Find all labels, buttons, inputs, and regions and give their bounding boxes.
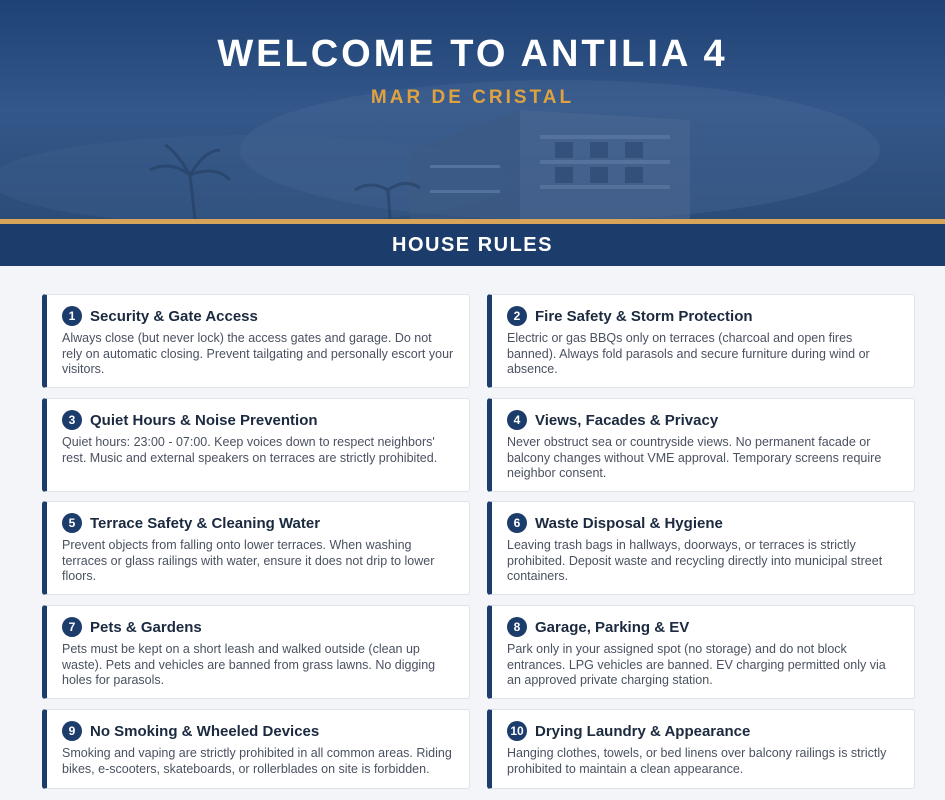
- rule-description: Prevent objects from falling onto lower terraces. When washing terraces or glass railings with water, ensure it does not drip to lower floors.: [62, 538, 435, 583]
- rule-card-views-facades: [487, 398, 915, 492]
- rule-card-terrace-safety: [42, 501, 470, 595]
- rule-description: Pets must be kept on a short leash and walked outside (clean up waste). Pets and vehicles are banned from grass lawns. No digging holes for parasols.: [62, 642, 436, 687]
- rule-description: Leaving trash bags in hallways, doorways, or terraces is strictly prohibited. Deposit waste and recycling directly into municipal street containers.: [507, 538, 883, 583]
- rule-number-badge: 9: [62, 721, 82, 741]
- rule-title: Terrace Safety & Cleaning Water: [90, 514, 321, 532]
- rule-title: Garage, Parking & EV: [535, 618, 690, 636]
- rule-card-no-smoking: [42, 709, 470, 789]
- rule-number-badge: 8: [507, 617, 527, 637]
- section-heading: HOUSE RULES: [0, 224, 945, 266]
- rule-title: Fire Safety & Storm Protection: [535, 307, 753, 325]
- rule-card-fire-safety: [487, 294, 915, 388]
- rule-number-badge: 5: [62, 513, 82, 533]
- rule-number-badge: 6: [507, 513, 527, 533]
- page-subtitle: MAR DE CRISTAL: [370, 87, 575, 108]
- rule-card-drying-laundry: [487, 709, 915, 789]
- rule-title: Views, Facades & Privacy: [535, 411, 719, 429]
- rule-number-badge: 2: [507, 306, 527, 326]
- rule-description: Park only in your assigned spot (no storage) and do not block entrances. LPG vehicles are banned. EV charging permitted only via an approved private charging station.: [507, 642, 886, 687]
- rule-number-badge: 10: [507, 721, 527, 741]
- rule-title: No Smoking & Wheeled Devices: [90, 722, 320, 740]
- rule-title: Drying Laundry & Appearance: [535, 722, 751, 740]
- rule-number-badge: 4: [507, 410, 527, 430]
- rule-card-security: [42, 294, 470, 388]
- rule-card-waste-disposal: [487, 501, 915, 595]
- rule-card-garage-parking: [487, 605, 915, 699]
- rule-card-pets-gardens: [42, 605, 470, 699]
- rule-number-badge: 1: [62, 306, 82, 326]
- hero-banner: [0, 0, 945, 219]
- page-title: WELCOME TO ANTILIA 4: [217, 33, 728, 75]
- rule-card-quiet-hours: [42, 398, 470, 492]
- rule-description: Quiet hours: 23:00 - 07:00. Keep voices down to respect neighbors' rest. Music and external speakers on terraces are strictly prohibited.: [62, 435, 438, 465]
- rule-description: Smoking and vaping are strictly prohibited in all common areas. Riding bikes, e-scooters, skateboards, or rollerblades on site is forbidden.: [62, 746, 452, 776]
- rule-title: Security & Gate Access: [90, 307, 258, 325]
- rule-description: Always close (but never lock) the access gates and garage. Do not rely on automatic closing. Prevent tailgating and personally escort your visitors.: [62, 331, 454, 376]
- rule-description: Electric or gas BBQs only on terraces (charcoal and open fires banned). Always fold parasols and secure furniture during wind or absence.: [507, 331, 870, 376]
- rule-title: Pets & Gardens: [90, 618, 202, 636]
- rule-number-badge: 3: [62, 410, 82, 430]
- rule-number-badge: 7: [62, 617, 82, 637]
- rule-description: Hanging clothes, towels, or bed linens over balcony railings is strictly prohibited to maintain a clean appearance.: [507, 746, 887, 776]
- rule-title: Waste Disposal & Hygiene: [535, 514, 723, 532]
- rule-title: Quiet Hours & Noise Prevention: [90, 411, 318, 429]
- rule-description: Never obstruct sea or countryside views. No permanent facade or balcony changes without VME approval. Temporary screens require neighbor consent.: [507, 435, 882, 480]
